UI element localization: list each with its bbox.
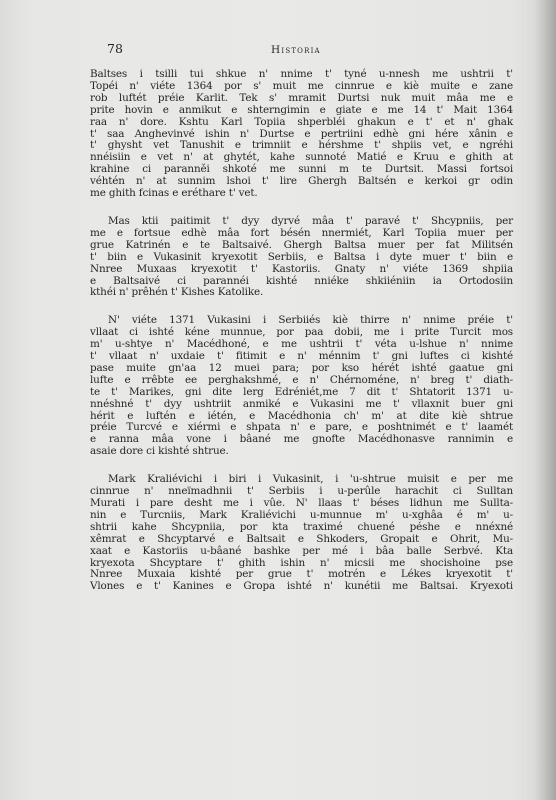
page-header — [107, 41, 513, 57]
text-line: Vlones e t' Kanines e Gropa ishté n' kunétii me Baltsai. Kryexoti — [90, 580, 513, 593]
text-line: krahine ci paranněi shkoté me sunni m te Durtsit. Massi fortsoi — [90, 163, 513, 176]
text-line: hérit e luftén e iétén, e Macédhonia ch' m' at dite kiè shtrue — [90, 409, 513, 422]
paragraph — [90, 474, 513, 593]
body-text — [90, 69, 513, 593]
text-line: kryexota Shcyptare t' ghith ishin n' micsii me shocishoine pse — [90, 556, 513, 569]
text-line: Murati i pare desht me i vûe. N' llaas t' béses lidhun me Sullta- — [90, 497, 513, 509]
running-head: Historia — [271, 44, 321, 56]
text-line: me e fortsue edhè mâa fort bésén nnermiét, Karl Topiia muer per — [90, 226, 513, 239]
text-line: xaat e Kastoriis u-bâané bashke per mé i bâa balle Serbvé. Kta — [90, 544, 513, 557]
text-line: préie Turcvé e xiérmi e shpata n' e pare, e poshtnimét e t' laamét — [90, 421, 513, 434]
text-line: Nnree Muxaia kishté per grue t' motrén e Lékes kryexotit t' — [90, 568, 513, 581]
text-line: N' viéte 1371 Vukasini i Serbiiés kiè thirre n' nnime préie t' — [108, 314, 513, 327]
text-line: e ranna mâa vone i bâané me gnofte Macédhonasve rannimin e — [90, 433, 513, 446]
paragraph — [90, 216, 513, 299]
text-line: Nnree Muxaas kryexotit t' Kastoriis. Gnaty n' viéte 1369 shpiia — [90, 262, 513, 275]
text-line: lufte e rrêbte ee perghakshmé, e n' Chérnoméne, n' breg t' diath- — [90, 373, 513, 386]
text-line: e Baltsaivé ci parannéi kishté nniéke shkiiéniin ia Ortodosiin — [90, 274, 513, 287]
text-line: me ghith fcinas e eréthare t' vet. — [90, 187, 258, 200]
text-line: raa n' dore. Kshtu Karl Topiia shperbléi ghakun e t' et n' ghak — [90, 115, 513, 128]
text-line: t' ghysht vet Tanushit e trimniit e hérshme t' shpiis vet, e ngréhi — [90, 139, 513, 152]
paragraph — [90, 315, 513, 458]
page-number: 78 — [107, 41, 123, 56]
text-line: nnéisiin e vet n' at ghytét, kahe sunnoté Matié e Kruu e ghith at — [90, 151, 513, 164]
text-line: rob luftét préie Karlit. Tek s' mramit Durtsi nuk muit mâa me e — [90, 91, 513, 104]
text-line: t' vllaat n' uxdaie t' fitimit e n' ménnim t' gni luftes ci kishté — [90, 350, 513, 363]
text-line: prite hovin e anmikut e shterngimin e giate e me 14 t' Mait 1364 — [90, 103, 513, 116]
text-line: t' biin e Vukasinit kryexotit Serbiis, e Baltsa i dyte muer t' biin e — [90, 250, 513, 263]
text-line: pase muite gn'aa 12 muei para; por kso hérét ishté gaatue gni — [90, 361, 513, 374]
text-line: kthéi n' prêhén t' Kishes Katolike. — [90, 286, 264, 299]
text-line: m' u-shtye n' Macédhoné, e me ushtrii t' véta u-lshue n' nnime — [90, 338, 513, 351]
text-line: xêmrat e Shcyptarvé e Baltsait e Shkoders, Gropait e Ohrit, Mu- — [90, 532, 513, 545]
text-line: Mark Kraliévichi i biri i Vukasinit, i 'u-shtrue muisit e per me — [108, 473, 513, 486]
spine-shadow — [534, 0, 556, 800]
text-line: nin e Turcniis, Mark Kraliévichi u-munnue m' u-xghâa é m' u- — [90, 508, 513, 521]
text-line: t' saa Anghevinvé ishin n' Durtse e pertriini edhè gni hére xânin e — [90, 127, 513, 140]
text-line: grue Katrinén e te Baltsaivé. Ghergh Baltsa muer per fat Militsén — [90, 238, 513, 251]
text-line: nnéshné t' dyy ushtriit anmiké e Vukasini me t' vllaxnit buer gni — [90, 397, 513, 410]
text-line: Baltses i tsilli tui shkue n' nnime t' tyné u-nnesh me ushtrii t' — [90, 68, 513, 80]
paragraph — [90, 69, 513, 200]
text-line: asaie dore ci kishté shtrue. — [90, 445, 229, 458]
text-line: cinnrue n' nneïmadhnii t' Serbiis i u-perûle harachit ci Sulltan — [90, 485, 513, 498]
text-line: shtrii kahe Shcypniia, por kta traximé chuené péshe e nnéxné — [90, 520, 513, 533]
text-line: véhtén n' at sunnim lshoi t' lire Ghergh Baltsén e kerkoi gr odin — [90, 175, 513, 188]
text-line: te t' Marikes, gni dite lerg Edréniét,me 7 dit t' Shtatorit 1371 u- — [90, 385, 513, 398]
text-line: Topéi n' viéte 1364 por s' muit me cinnrue e kiè muite e zane — [90, 79, 513, 92]
text-line: Mas ktii paitimit t' dyy dyrvé mâa t' paravé t' Shcypniis, per — [108, 214, 513, 227]
text-line: vllaat ci ishté kéne munnue, por paa dobii, me i prite Turcit mos — [90, 326, 513, 339]
